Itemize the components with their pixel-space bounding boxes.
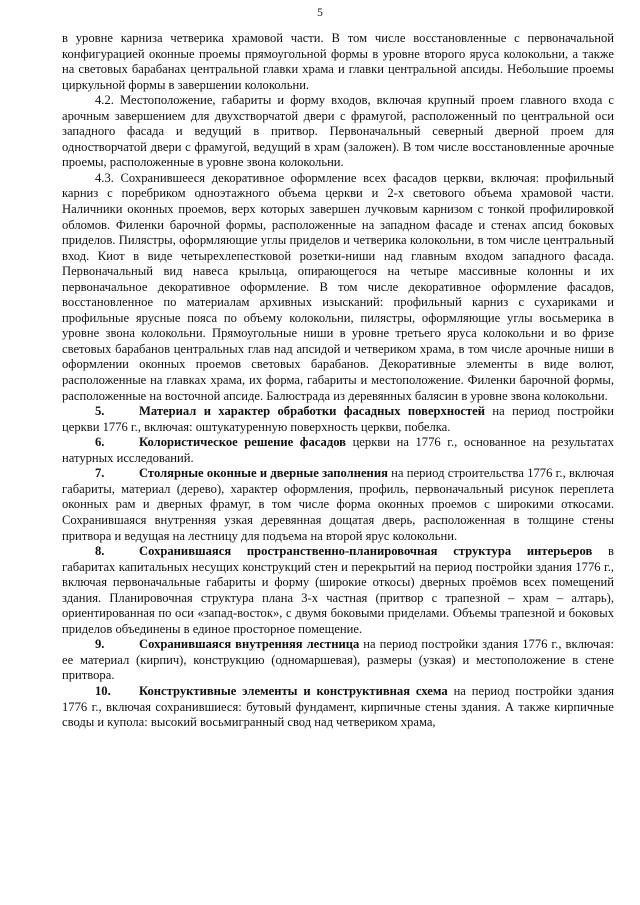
item-number: 5. — [95, 404, 105, 419]
paragraph-7 — [62, 466, 614, 544]
paragraph-10 — [62, 684, 614, 731]
item-number: 7. — [95, 466, 105, 481]
paragraph-6 — [62, 435, 614, 466]
item-heading: Конструктивные элементы и конструктивная схема — [139, 683, 448, 698]
item-text: на период постройки здания 1776 г., включая сохранившиеся: бутовый фундамент, кирпичные стены здания. А также кирпичные своды и купола: высокий восьмигранный свод над четвериком храма, — [62, 683, 615, 730]
item-heading: Сохранившаяся пространственно-планировочная структура интерьеров — [139, 544, 593, 559]
paragraph-continuation: в уровне карниза четверика храмовой части. В том числе восстановленные с первоначальной конфигурацией оконные проемы прямоугольной формы в уровне второго яруса колокольни, а также на световых барабанах центральной главки храма и главки центральной апсиды. Небольшие проемы циркульной формы в завершении колокольни. — [62, 31, 614, 92]
item-text: на период строительства 1776 г., включая габариты, материал (дерево), характер оформления, профиль, первоначальный рисунок переплета оконных рам и дверных фрамуг, в том числе форма оконных проемов с широкими откосами. Сохранившаяся внутренняя узкая деревянная дощатая дверь, расположенная в толщине стены притвора и ведущая на лестницу для подъема на второй ярус колокольни. — [62, 466, 614, 543]
item-heading: Колористическое решение фасадов — [139, 435, 346, 450]
document-body — [62, 31, 614, 731]
item-heading: Сохранившаяся внутренняя лестница — [139, 637, 360, 652]
item-text: церкви на 1776 г., основанное на результатах натурных исследований. — [62, 435, 614, 465]
paragraph-4-2: 4.2. Местоположение, габариты и форму входов, включая крупный проем главного входа с арочным завершением для двухстворчатой двери с фрамугой, расположенный по центральной оси западного фасада и ведущий в притвор. Первоначальный северный дверной проем для одностворчатой двери с фрамугой, ведущий в храм (заложен). В том числе восстановленные арочные проемы, расположенные в уровне звона колокольни. — [62, 93, 614, 170]
item-text: на период постройки церкви 1776 г., включая: оштукатуренную поверхность церкви, побелка. — [62, 404, 614, 434]
item-number: 8. — [95, 544, 105, 559]
paragraph-9 — [62, 637, 614, 684]
item-number: 10. — [95, 683, 111, 698]
item-number: 6. — [95, 435, 105, 450]
paragraph-5 — [62, 404, 614, 435]
item-number: 9. — [95, 637, 105, 652]
item-text: в габаритах капитальных несущих конструкций стен и перекрытий на период постройки здания 1776 г., включая первоначальные габариты и форму (широкие откосы) дверных проёмов всех помещений здания. Планировочная структура плана 3-х частная (притвор с трапезной – храм – алтарь), ориентированная по оси «запад-восток», с двумя боковыми приделами. Объемы трапезной и боковых приделов объединены в единое просторное помещение. — [62, 544, 614, 636]
paragraph-4-3: 4.3. Сохранившееся декоративное оформление всех фасадов церкви, включая: профильный карниз с поребриком одноэтажного объема церкви и 2-х светового объема храмовой части. Наличники оконных проемов, верх которых завершен лучковым карнизом с тонкой профилировкой обломов. Филенки барочной формы, расположенные на западном фасаде и стенах апсид боковых приделов. Пилястры, оформляющие углы приделов и четверика колокольни, в том числе центральный вход. Киот в виде четырехлепестковой розетки-ниши над главным входом западного фасада. Первоначальный вид навеса крыльца, опирающегося на четыре массивные колонны и их первоначальное декоративное оформление. В том числе декоративное оформление фасадов, восстановленное по материалам архивных изысканий: профильный карниз с сухариками и профильные ярусные пояса по объему колокольни, пилястры, оформляющие углы восьмерика в уровне звона колокольни. Прямоугольные ниши в уровне третьего яруса колокольни и во фризе световых барабанов центральных глав над апсидой и четвериком храма, в том числе арочные ниши в оформлении оконных проемов световых барабанов. Декоративные элементы в виде волют, расположенные на главках храма, их форма, габариты и местоположение. Филенки барочной формы, расположенные на восточной апсиде. Балюстрада из деревянных балясин в уровне звона колокольни. — [62, 170, 614, 403]
item-text: на период постройки здания 1776 г., включая: ее материал (кирпич), конструкцию (одномаршевая), размеры (узкая) и местоположение в стене притвора. — [62, 637, 614, 683]
paragraph-8 — [62, 544, 614, 637]
page-number: 5 — [317, 7, 323, 19]
item-heading: Материал и характер обработки фасадных поверхностей — [139, 404, 486, 419]
item-heading: Столярные оконные и дверные заполнения — [139, 466, 388, 481]
